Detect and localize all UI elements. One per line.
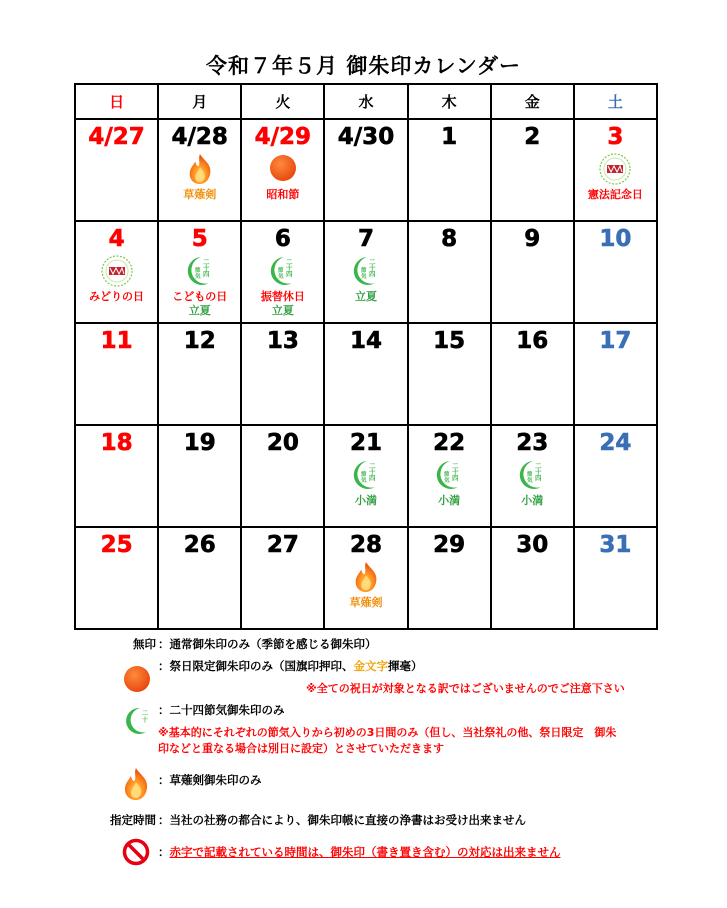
day-number: 24 xyxy=(599,430,632,456)
sun-icon xyxy=(268,152,298,182)
calendar-day-cell xyxy=(241,527,324,629)
svg-text:十: 十 xyxy=(368,468,376,476)
day-number: 16 xyxy=(516,328,549,354)
weekday-wed: 水 xyxy=(324,84,407,119)
calendar-week-row xyxy=(75,323,657,425)
moon-icon xyxy=(184,254,216,288)
day-number: 25 xyxy=(100,532,133,558)
day-icon-wrap xyxy=(242,152,323,188)
calendar-day-cell xyxy=(491,221,574,323)
day-icon-wrap xyxy=(159,152,240,188)
day-number: 15 xyxy=(433,328,466,354)
day-number: 12 xyxy=(183,328,216,354)
day-icon-wrap xyxy=(325,560,406,596)
weekday-tue: 火 xyxy=(241,84,324,119)
day-number: 9 xyxy=(524,226,541,252)
day-number: 26 xyxy=(183,532,216,558)
day-label: 立夏 xyxy=(354,290,377,303)
svg-text:二: 二 xyxy=(368,258,376,266)
svg-text:十: 十 xyxy=(368,264,376,272)
legend-ban-text-1: 赤字で記載されている時間は xyxy=(169,845,319,859)
moon-icon xyxy=(350,458,382,492)
day-icon-wrap xyxy=(409,458,490,494)
svg-text:十: 十 xyxy=(285,264,293,272)
weekday-sat: 土 xyxy=(574,84,657,119)
moon-icon xyxy=(122,704,152,738)
calendar-day-cell xyxy=(324,119,407,221)
calendar-day-cell xyxy=(158,119,241,221)
sun-icon xyxy=(122,664,152,694)
legend-sun-note: ※全ての祝日が対象となる訳ではございませんのでご注意下さい xyxy=(306,682,625,695)
day-icon-wrap xyxy=(575,152,656,188)
day-number: 30 xyxy=(516,532,549,558)
seal-icon xyxy=(598,152,632,186)
day-number: 4 xyxy=(108,226,125,252)
day-label: 昭和節 xyxy=(266,188,300,201)
calendar-day-cell xyxy=(158,425,241,527)
calendar-day-cell xyxy=(75,221,158,323)
calendar-day-cell xyxy=(241,323,324,425)
day-number: 7 xyxy=(357,226,374,252)
weekday-thu: 木 xyxy=(408,84,491,119)
svg-text:気: 気 xyxy=(277,274,284,280)
calendar-day-cell xyxy=(158,221,241,323)
day-number: 19 xyxy=(183,430,216,456)
day-label: 振替休日 xyxy=(260,290,305,303)
day-number: 6 xyxy=(274,226,291,252)
svg-text:二: 二 xyxy=(368,462,376,470)
legend-plain-text: ：通常御朱印のみ（季節を感じる御朱印） xyxy=(158,637,377,651)
page-title: 令和７年５月 御朱印カレンダー xyxy=(206,54,521,78)
legend-time-text: ：当社の社務の都合により、御朱印帳に直接の浄書はお受け出来ません xyxy=(158,813,526,827)
moon-icon xyxy=(350,254,382,288)
calendar-day-cell xyxy=(241,119,324,221)
day-icon-wrap xyxy=(76,254,157,290)
day-number: 4/30 xyxy=(337,124,395,150)
day-number: 29 xyxy=(433,532,466,558)
day-number: 22 xyxy=(433,430,466,456)
svg-text:二: 二 xyxy=(142,710,149,717)
svg-text:四: 四 xyxy=(535,474,542,482)
weekday-sun: 日 xyxy=(75,84,158,119)
svg-text:気: 気 xyxy=(360,478,367,484)
svg-text:十: 十 xyxy=(142,717,149,724)
legend-fire-text: ：草薙剣御朱印のみ xyxy=(158,773,262,787)
svg-text:四: 四 xyxy=(368,474,376,482)
day-number: 13 xyxy=(266,328,299,354)
legend-moon-note-2: 印などと重なる場合は別日に設定）とさせていただきます xyxy=(158,742,444,755)
svg-text:節: 節 xyxy=(360,472,367,478)
moon-icon xyxy=(433,458,465,492)
day-label: 草薙剣 xyxy=(349,596,383,609)
svg-text:二: 二 xyxy=(202,258,210,266)
calendar-day-cell xyxy=(408,425,491,527)
legend-moon-text: ：二十四節気御朱印のみ xyxy=(158,703,285,717)
day-icon-wrap xyxy=(325,254,406,290)
day-label: 憲法記念日 xyxy=(587,188,643,201)
calendar-week-row xyxy=(75,119,657,221)
calendar-day-cell xyxy=(158,323,241,425)
day-label-secondary: 立夏 xyxy=(188,304,211,317)
day-number: 17 xyxy=(599,328,632,354)
legend-moon-note-1: ※基本的にそれぞれの節気入りから初めの3日間のみ（但し、当社祭礼の他、祭日限定 御朱 xyxy=(158,726,617,739)
svg-text:二: 二 xyxy=(452,462,459,470)
legend-plain-key: 無印 xyxy=(133,637,156,651)
day-number: 31 xyxy=(599,532,632,558)
svg-text:気: 気 xyxy=(360,274,367,280)
calendar-day-cell xyxy=(574,425,657,527)
weekday-mon: 月 xyxy=(158,84,241,119)
day-number: 18 xyxy=(100,430,133,456)
calendar-day-cell xyxy=(574,221,657,323)
svg-text:節: 節 xyxy=(194,268,201,274)
calendar-week-row xyxy=(75,527,657,629)
legend-sun-text-a: ：祭日限定御朱印のみ（国旗印押印、 xyxy=(158,659,354,673)
weekday-fri: 金 xyxy=(491,84,574,119)
day-icon-wrap xyxy=(492,458,573,494)
day-number: 20 xyxy=(266,430,299,456)
day-number: 11 xyxy=(100,328,133,354)
day-number: 28 xyxy=(349,532,382,558)
day-number: 10 xyxy=(599,226,632,252)
svg-text:二: 二 xyxy=(285,258,293,266)
day-number: 4/29 xyxy=(254,124,312,150)
svg-text:節: 節 xyxy=(360,268,367,274)
day-label: みどりの日 xyxy=(89,290,145,303)
flame-icon xyxy=(351,560,381,594)
calendar-day-cell xyxy=(491,527,574,629)
svg-text:気: 気 xyxy=(444,478,450,484)
calendar-week-row xyxy=(75,425,657,527)
day-icon-wrap xyxy=(325,458,406,494)
day-label: 小満 xyxy=(354,494,377,507)
calendar-day-cell xyxy=(491,425,574,527)
flame-icon xyxy=(120,766,152,802)
calendar-day-cell xyxy=(241,425,324,527)
svg-text:四: 四 xyxy=(202,270,210,278)
day-label: 小満 xyxy=(521,494,544,507)
calendar-day-cell xyxy=(324,425,407,527)
svg-text:節: 節 xyxy=(527,472,533,478)
day-number: 4/27 xyxy=(88,124,145,150)
legend-ban-text-3: 御朱印（書き置き含む）の対応は出来ません xyxy=(330,845,561,859)
day-number: 4/28 xyxy=(171,124,228,150)
svg-text:十: 十 xyxy=(535,468,542,476)
calendar-day-cell xyxy=(158,527,241,629)
legend-ban-text-2: 、 xyxy=(319,845,331,859)
calendar-day-cell xyxy=(324,527,407,629)
day-number: 1 xyxy=(441,124,458,150)
seal-icon xyxy=(100,254,134,288)
weekday-header-row xyxy=(75,84,657,119)
svg-text:四: 四 xyxy=(452,474,459,482)
day-label: 草薙剣 xyxy=(183,188,217,201)
day-label-secondary: 立夏 xyxy=(271,304,294,317)
svg-text:節: 節 xyxy=(277,268,284,274)
calendar-day-cell xyxy=(574,527,657,629)
calendar-day-cell xyxy=(75,527,158,629)
day-number: 3 xyxy=(607,124,624,150)
day-number: 27 xyxy=(266,532,299,558)
calendar-day-cell xyxy=(491,119,574,221)
svg-text:節: 節 xyxy=(444,472,450,478)
moon-icon xyxy=(516,458,548,492)
day-number: 23 xyxy=(516,430,549,456)
svg-text:四: 四 xyxy=(368,270,376,278)
day-number: 21 xyxy=(349,430,382,456)
svg-text:四: 四 xyxy=(285,270,293,278)
day-number: 5 xyxy=(191,226,208,252)
calendar-day-cell xyxy=(408,119,491,221)
svg-text:気: 気 xyxy=(194,274,201,280)
day-label: 小満 xyxy=(438,494,461,507)
calendar-day-cell xyxy=(324,323,407,425)
legend-sun-gold: 金文字 xyxy=(353,659,388,673)
calendar-day-cell xyxy=(75,323,158,425)
calendar-day-cell xyxy=(75,425,158,527)
prohibited-icon xyxy=(122,838,150,866)
svg-text:十: 十 xyxy=(452,468,459,476)
calendar-day-cell xyxy=(491,323,574,425)
day-number: 2 xyxy=(524,124,541,150)
calendar-day-cell xyxy=(408,221,491,323)
calendar-day-cell xyxy=(241,221,324,323)
calendar-day-cell xyxy=(408,323,491,425)
legend-ban-prefix: ： xyxy=(158,845,170,859)
moon-icon xyxy=(267,254,299,288)
calendar-grid xyxy=(74,83,658,630)
svg-text:二: 二 xyxy=(535,462,542,470)
legend-time-key: 指定時間 xyxy=(110,813,156,827)
day-icon-wrap xyxy=(242,254,323,290)
day-icon-wrap xyxy=(159,254,240,290)
legend-sun-text-b: 揮毫） xyxy=(388,659,423,673)
calendar-day-cell xyxy=(574,119,657,221)
calendar-day-cell xyxy=(75,119,158,221)
day-number: 14 xyxy=(349,328,382,354)
calendar-week-row xyxy=(75,221,657,323)
calendar-day-cell xyxy=(574,323,657,425)
svg-text:気: 気 xyxy=(527,478,533,484)
day-label: こどもの日 xyxy=(172,290,228,303)
calendar-day-cell xyxy=(324,221,407,323)
day-number: 8 xyxy=(441,226,458,252)
svg-text:十: 十 xyxy=(202,264,210,272)
flame-icon xyxy=(185,152,215,186)
calendar-day-cell xyxy=(408,527,491,629)
